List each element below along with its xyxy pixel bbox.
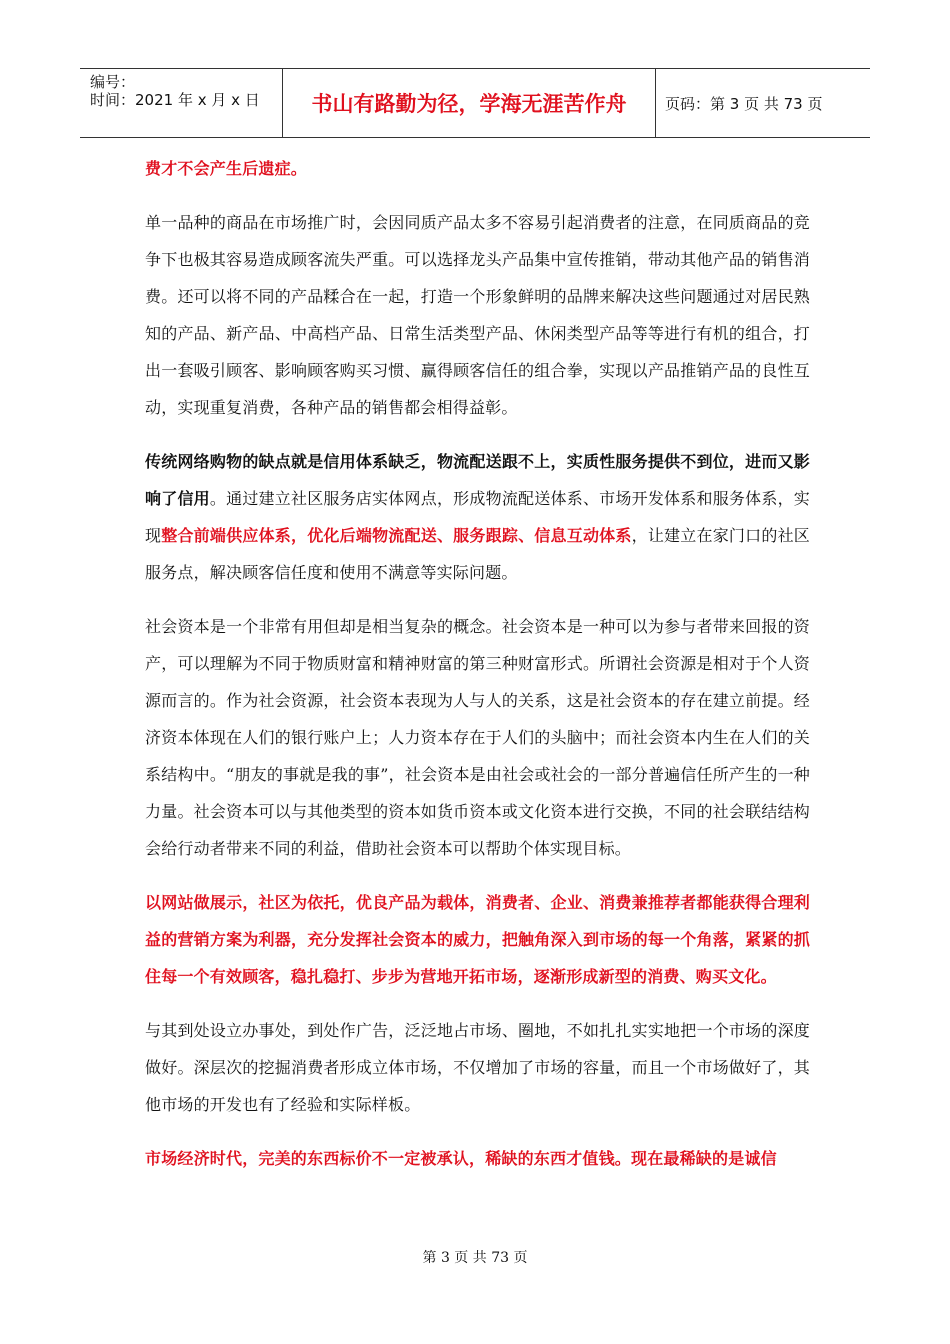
paragraph-5: 与其到处设立办事处，到处作广告，泛泛地占市场、圈地，不如扎扎实实地把一个市场的深度做好。深层次的挖掘消费者形成立体市场，不仅增加了市场的容量，而且一个市场做好了，其他市场的开发也有了经验和实际样板。: [145, 1021, 810, 1114]
paragraph-2-text-b: ，让建立在家门口的社区服务点，解决顾客信任度和使用不满意等实际问题。: [145, 526, 811, 582]
header-left-cell: [80, 69, 283, 137]
paragraph-3: 社会资本是一个非常有用但却是相当复杂的概念。社会资本是一种可以为参与者带来回报的资产，可以理解为不同于物质财富和精神财富的第三种财富形式。所谓社会资源是相对于个人资源而言的。作为社会资源，社会资本表现为人与人的关系，这是社会资本的存在建立前提。经济资本体现在人们的银行账户上；人力资本存在于人们的头脑中；而社会资本内生在人们的关系结构中。“朋友的事就是我的事”，社会资本是由社会或社会的一部分普遍信任所产生的一种力量。社会资本可以与其他类型的资本如货币资本或文化资本进行交换，不同的社会联结结构会给行动者带来不同的利益，借助社会资本可以帮助个体实现目标。: [145, 617, 810, 858]
paragraph-0: 费才不会产生后遗症。: [145, 159, 308, 178]
paragraph-6: 市场经济时代，完美的东西标价不一定被承认，稀缺的东西才值钱。现在最稀缺的是诚信: [145, 1149, 777, 1168]
document-number-label: 编号：: [90, 73, 136, 91]
header-page-number: 页码：第 3 页 共 73 页: [665, 94, 823, 113]
paragraph-4: 以网站做展示，社区为依托，优良产品为载体，消费者、企业、消费兼推荐者都能获得合理利益的营销方案为利器，充分发挥社会资本的威力，把触角深入到市场的每一个角落，紧紧的抓住每一个有效顾客，稳扎稳打、步步为营地开拓市场，逐渐形成新型的消费、购买文化。: [145, 893, 810, 986]
paragraph-1: 单一品种的商品在市场推广时，会因同质产品太多不容易引起消费者的注意，在同质商品的竞争下也极其容易造成顾客流失严重。可以选择龙头产品集中宣传推销，带动其他产品的销售消费。还可以将不同的产品糅合在一起，打造一个形象鲜明的品牌来解决这些问题通过对居民熟知的产品、新产品、中高档产品、日常生活类型产品、休闲类型产品等等进行有机的组合，打出一套吸引顾客、影响顾客购买习惯、赢得顾客信任的组合拳，实现以产品推销产品的良性互动，实现重复消费，各种产品的销售都会相得益彰。: [145, 213, 810, 417]
paragraph-2-text-a: 。通过建立社区服务店实体网点，形成物流配送体系、市场开发体系和服务体系，实现: [145, 489, 810, 545]
paragraph-2-highlight: 整合前端供应体系，优化后端物流配送、服务跟踪、信息互动体系: [161, 526, 632, 545]
page-header: [80, 68, 870, 138]
header-motto: 书山有路勤为径，学海无涯苦作舟: [283, 69, 656, 137]
page-footer: 第 3 页 共 73 页: [422, 1250, 528, 1266]
document-date-label: 时间：2021 年 x 月 x 日: [90, 91, 260, 109]
paragraph-2-bold: 传统网络购物的缺点就是信用体系缺乏，物流配送跟不上，实质性服务提供不到位，进而又影响了信用: [145, 452, 810, 508]
document-body: [145, 150, 810, 1194]
paragraph-2: [145, 443, 810, 591]
